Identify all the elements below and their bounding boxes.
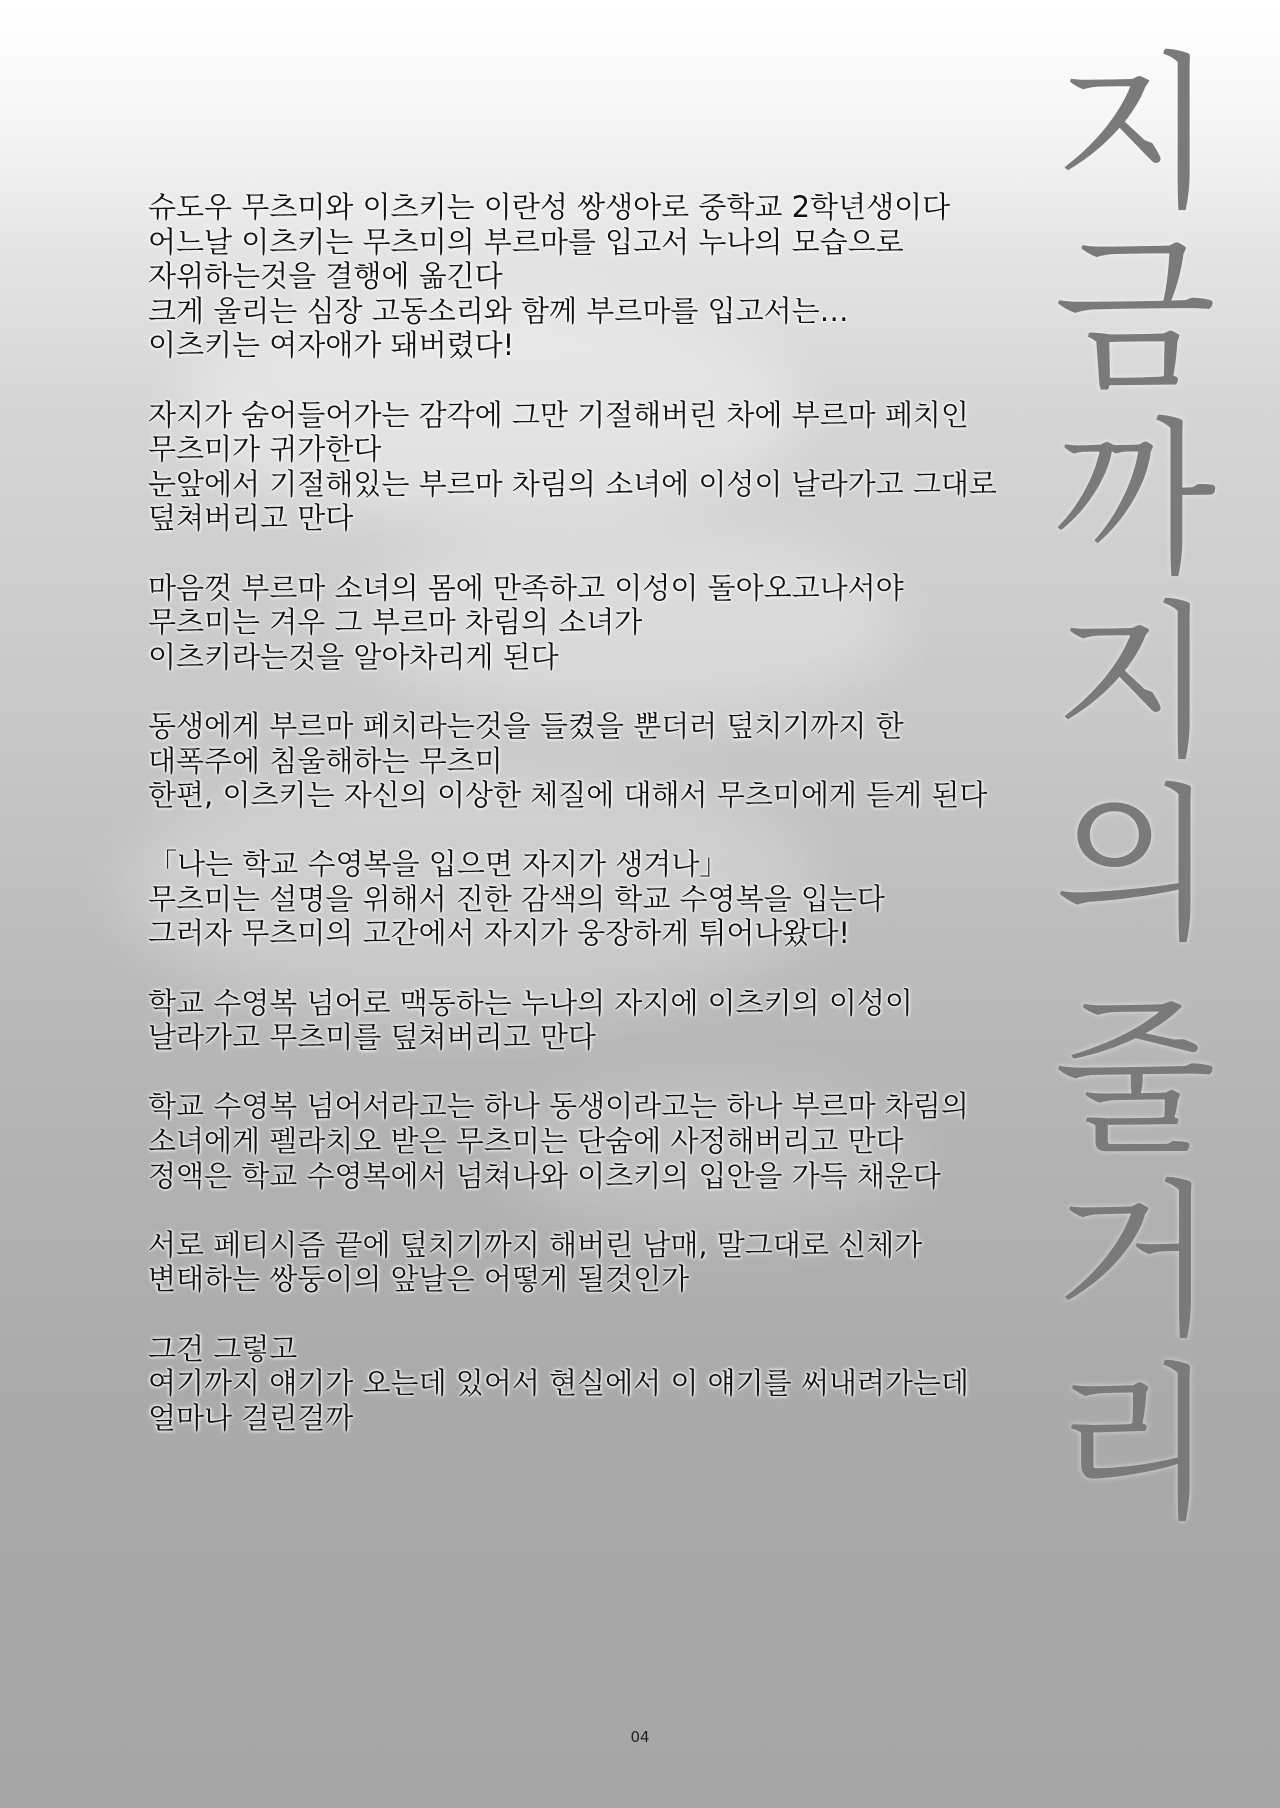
text-line: 그러자 무츠미의 고간에서 자지가 웅장하게 튀어나왔다!	[148, 916, 851, 951]
text-line: 자위하는것을 결행에 옮긴다	[148, 259, 503, 294]
text-line: 무츠미는 설명을 위해서 진한 감색의 학교 수영복을 입는다	[148, 881, 885, 916]
title-char: 금	[1053, 219, 1217, 415]
text-line: 동생에게 부르마 페치라는것을 들켰을 뿐더러 덮치기까지 한	[148, 708, 904, 743]
title-char: 줄	[1053, 981, 1217, 1177]
paragraph	[148, 1089, 1028, 1193]
text-line: 정액은 학교 수영복에서 넘쳐나와 이츠키의 입안을 가득 채운다	[148, 1158, 941, 1193]
text-line: 덮쳐버리고 만다	[148, 501, 354, 536]
title-char: 지	[1053, 36, 1217, 232]
text-line: 무츠미가 귀가한다	[148, 432, 382, 467]
text-line: 대폭주에 침울해하는 무츠미	[148, 743, 503, 778]
text-line: 학교 수영복 넘어로 맥동하는 누나의 자지에 이츠키의 이성이	[148, 985, 913, 1020]
title-char: 거	[1053, 1164, 1217, 1360]
text-line: 자지가 숨어들어가는 감각에 그만 기절해버린 차에 부르마 페치인	[148, 397, 969, 432]
synopsis-text	[148, 190, 1028, 1470]
paragraph	[148, 847, 1028, 951]
text-line: 한편, 이츠키는 자신의 이상한 체질에 대해서 무츠미에게 듣게 된다	[148, 778, 988, 813]
title-char: 지	[1053, 585, 1217, 781]
text-line: 어느날 이츠키는 무츠미의 부르마를 입고서 누나의 모습으로	[148, 224, 904, 259]
text-line: 학교 수영복 넘어서라고는 하나 동생이라고는 하나 부르마 차림의	[148, 1089, 969, 1124]
text-line: 눈앞에서 기절해있는 부르마 차림의 소녀에 이성이 날라가고 그대로	[148, 466, 997, 501]
title-char: 까	[1053, 402, 1217, 598]
paragraph	[148, 1332, 1028, 1436]
text-line: 얼마나 걸린걸까	[148, 1400, 354, 1435]
text-line: 무츠미는 겨우 그 부르마 차림의 소녀가	[148, 605, 643, 640]
text-line: 이츠키는 여자애가 돼버렸다!	[148, 328, 515, 363]
text-line: 이츠키라는것을 알아차리게 된다	[148, 639, 559, 674]
page-number: 04	[630, 1728, 650, 1746]
paragraph	[148, 398, 1028, 536]
vertical-title	[1035, 36, 1235, 1544]
paragraph	[148, 709, 1028, 813]
paragraph	[148, 986, 1028, 1055]
title-char: 리	[1053, 1347, 1217, 1543]
text-line: 여기까지 얘기가 오는데 있어서 현실에서 이 얘기를 써내려가는데	[148, 1366, 969, 1401]
text-line: 날라가고 무츠미를 덮쳐버리고 만다	[148, 1020, 596, 1055]
text-line: 마음껏 부르마 소녀의 몸에 만족하고 이성이 돌아오고나서야	[148, 570, 904, 605]
paragraph	[148, 190, 1028, 363]
text-line: 슈도우 무츠미와 이츠키는 이란성 쌍생아로 중학교 2학년생이다	[148, 190, 951, 224]
title-char: 의	[1053, 768, 1217, 964]
paragraph	[148, 571, 1028, 675]
text-line: 「나는 학교 수영복을 입으면 자지가 생겨나」	[148, 847, 729, 882]
text-line: 소녀에게 펠라치오 받은 무츠미는 단숨에 사정해버리고 만다	[148, 1124, 904, 1159]
text-line: 크게 울리는 심장 고동소리와 함께 부르마를 입고서는…	[148, 293, 849, 328]
text-line: 그건 그렇고	[148, 1331, 298, 1366]
text-line: 변태하는 쌍둥이의 앞날은 어떻게 될것인가	[148, 1262, 690, 1297]
text-line: 서로 페티시즘 끝에 덮치기까지 해버린 남매, 말그대로 신체가	[148, 1227, 923, 1262]
paragraph	[148, 1228, 1028, 1297]
